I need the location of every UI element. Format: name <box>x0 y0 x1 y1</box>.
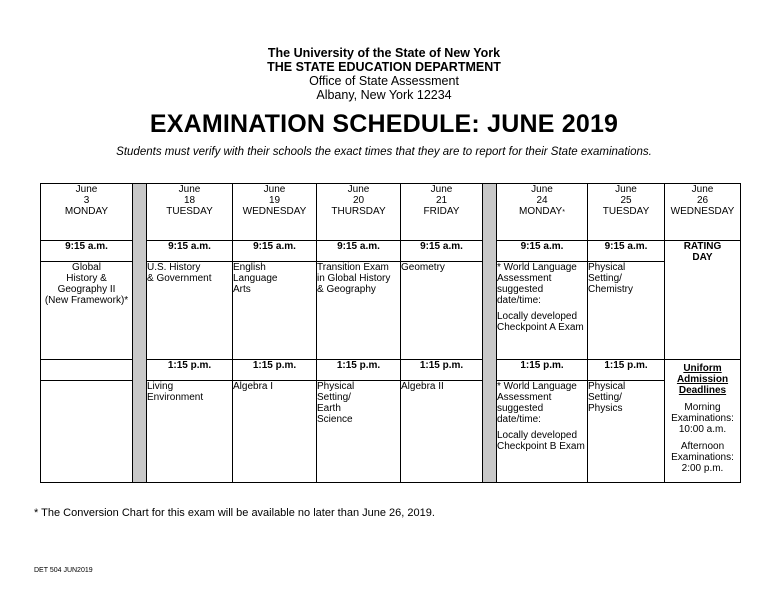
afternoon-time: 1:15 p.m. <box>147 360 233 381</box>
asterisk-mark: * <box>562 209 565 216</box>
afternoon-time: 1:15 p.m. <box>497 360 588 381</box>
exam-living-environment: Living Environment <box>147 381 233 483</box>
date-cell-june-25: June 25 TUESDAY <box>588 184 665 241</box>
morning-time: 9:15 a.m. <box>497 241 588 262</box>
date-cell-june-18: June 18 TUESDAY <box>147 184 233 241</box>
gray-divider <box>483 184 497 483</box>
morning-time: 9:15 a.m. <box>147 241 233 262</box>
document-code: DET 504 JUN2019 <box>34 567 93 574</box>
morning-time: 9:15 a.m. <box>401 241 483 262</box>
exam-english: English Language Arts <box>233 262 317 360</box>
date-row <box>41 184 741 241</box>
exam-earth-science: Physical Setting/ Earth Science <box>317 381 401 483</box>
exam-chemistry: Physical Setting/ Chemistry <box>588 262 665 360</box>
date-cell-june-21: June 21 FRIDAY <box>401 184 483 241</box>
date-cell-june-20: June 20 THURSDAY <box>317 184 401 241</box>
morning-time: 9:15 a.m. <box>588 241 665 262</box>
footnote: * The Conversion Chart for this exam will be available no later than June 26, 2019. <box>34 507 435 519</box>
afternoon-empty <box>41 360 133 381</box>
header-address: Albany, New York 12234 <box>316 88 452 102</box>
page-title: EXAMINATION SCHEDULE: JUNE 2019 <box>149 110 619 138</box>
morning-time: 9:15 a.m. <box>317 241 401 262</box>
header-department: THE STATE EDUCATION DEPARTMENT <box>267 60 501 74</box>
exam-algebra-1: Algebra I <box>233 381 317 483</box>
exam-physics: Physical Setting/ Physics <box>588 381 665 483</box>
header-university: The University of the State of New York <box>267 46 501 60</box>
world-language-checkpoint-a: * World Language Assessment suggested date/time: Locally developed Checkpoint A Exam <box>497 262 588 360</box>
afternoon-time: 1:15 p.m. <box>233 360 317 381</box>
exam-us-history: U.S. History & Government <box>147 262 233 360</box>
date-cell-june-26: June 26 WEDNESDAY <box>665 184 741 241</box>
afternoon-time: 1:15 p.m. <box>588 360 665 381</box>
date-cell-june-3: June 3 MONDAY <box>41 184 133 241</box>
uniform-admission-deadlines: Uniform Admission Deadlines Morning Examinations: 10:00 a.m. Afternoon Examinations: 2:00 p.m. <box>665 360 741 483</box>
exam-geometry: Geometry <box>401 262 483 360</box>
header-office: Office of State Assessment <box>309 74 459 88</box>
gray-divider <box>133 184 147 483</box>
afternoon-time: 1:15 p.m. <box>317 360 401 381</box>
exam-global-history: Global History & Geography II (New Framework)* <box>41 262 133 360</box>
exam-algebra-2: Algebra II <box>401 381 483 483</box>
exam-empty <box>41 381 133 483</box>
morning-time: 9:15 a.m. <box>233 241 317 262</box>
exam-schedule-table <box>40 183 741 483</box>
afternoon-time: 1:15 p.m. <box>401 360 483 381</box>
exam-transition-global: Transition Exam in Global History & Geography <box>317 262 401 360</box>
date-cell-june-24: June 24 MONDAY* <box>497 184 588 241</box>
world-language-checkpoint-b: * World Language Assessment suggested date/time: Locally developed Checkpoint B Exam <box>497 381 588 483</box>
date-cell-june-19: June 19 WEDNESDAY <box>233 184 317 241</box>
morning-time: 9:15 a.m. <box>41 241 133 262</box>
page-subtitle: Students must verify with their schools the exact times that they are to report for their State examinations. <box>116 146 652 158</box>
rating-day: RATING DAY <box>665 241 741 360</box>
